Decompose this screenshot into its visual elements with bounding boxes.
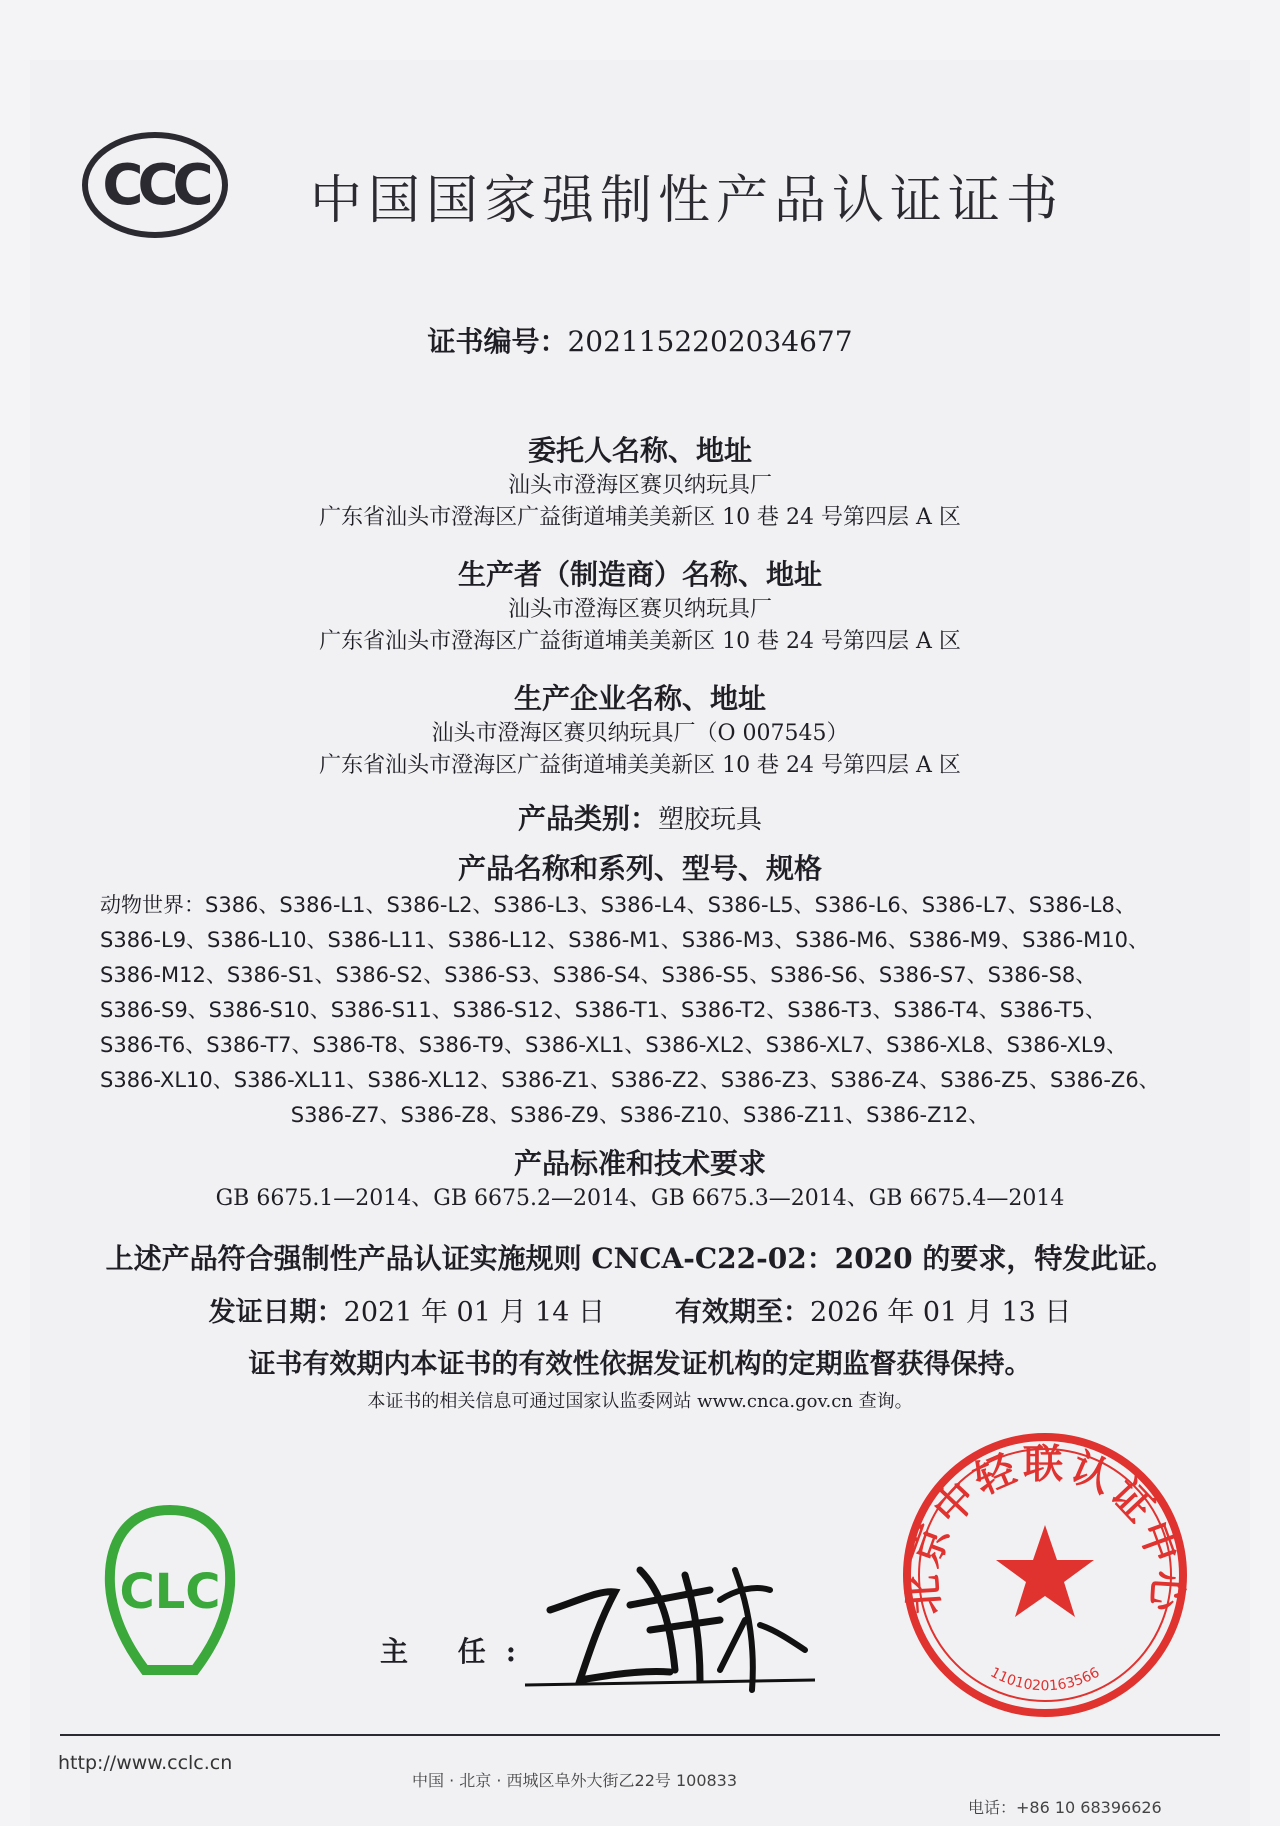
- certificate-dates: [0, 1290, 1280, 1329]
- ccc-mark-logo: [80, 130, 230, 240]
- standards-heading: 产品标准和技术要求: [513, 1147, 766, 1180]
- factory-name: 汕头市澄海区赛贝纳玩具厂（O 007545）: [431, 721, 849, 746]
- applicant-heading: 委托人名称、地址: [527, 434, 752, 467]
- svg-text:CLC: CLC: [119, 1564, 221, 1620]
- certificate-title: 中国国家强制性产品认证证书: [310, 171, 1065, 231]
- footer-address: 中国 · 北京 · 西城区阜外大街乙22号 100833: [412, 1771, 738, 1790]
- certificate-number-value: 2021152202034677: [567, 325, 853, 358]
- factory-address: 广东省汕头市澄海区广益街道埔美美新区 10 巷 24 号第四层 A 区: [319, 753, 961, 778]
- svg-text:CCC: CCC: [102, 153, 208, 218]
- clc-logo: [100, 1500, 240, 1690]
- certificate-number-label: 证书编号：: [427, 325, 568, 358]
- product-models-line: S386-L9、S386-L10、S386-L11、S386-L12、S386-M1、S386-M3、S386-M6、S386-M9、S386-M10、: [100, 928, 1149, 952]
- footer-phone: 电话：+86 10 68396626: [968, 1798, 1162, 1817]
- validity-note: 证书有效期内本证书的有效性依据发证机构的定期监督获得保持。: [248, 1349, 1032, 1380]
- footer-divider: [60, 1734, 1220, 1736]
- manufacturer-address: 广东省汕头市澄海区广益街道埔美美新区 10 巷 24 号第四层 A 区: [319, 629, 961, 654]
- factory-heading: 生产企业名称、地址: [513, 682, 766, 715]
- info-note: 本证书的相关信息可通过国家认监委网站 www.cnca.gov.cn 查询。: [367, 1391, 913, 1412]
- standards-section: [0, 1145, 1280, 1215]
- svg-text:1101020163566: 1101020163566: [987, 1664, 1103, 1695]
- product-models-line: 动物世界：S386、S386-L1、S386-L2、S386-L3、S386-L4、S386-L5、S386-L6、S386-L7、S386-L8、: [100, 893, 1136, 917]
- product-models-line: S386-M12、S386-S1、S386-S2、S386-S3、S386-S4、S386-S5、S386-S6、S386-S7、S386-S8、: [100, 963, 1097, 987]
- certificate-number: [0, 320, 1280, 360]
- svg-text:北京中轻联认证中心: 北京中轻联认证中心: [900, 1441, 1190, 1617]
- manufacturer-section: [0, 556, 1280, 658]
- factory-section: [0, 680, 1280, 782]
- compliance-declaration: 上述产品符合强制性产品认证实施规则 CNCA-C22-02：2020 的要求，特发此证。: [105, 1242, 1175, 1275]
- manufacturer-name: 汕头市澄海区赛贝纳玩具厂: [507, 597, 772, 622]
- handwritten-signature: [520, 1530, 820, 1700]
- product-models-list: [100, 888, 1180, 1133]
- manufacturer-heading: 生产者（制造商）名称、地址: [457, 558, 822, 591]
- expiry-date-label: 有效期至：: [675, 1297, 810, 1328]
- expiry-date-value: 2026 年 01 月 13 日: [810, 1297, 1072, 1328]
- product-models-line: S386-XL10、S386-XL11、S386-XL12、S386-Z1、S386-Z2、S386-Z3、S386-Z4、S386-Z5、S386-Z6、: [100, 1068, 1160, 1092]
- footer-url: http://www.cclc.cn: [58, 1752, 233, 1774]
- product-models-line: S386-Z7、S386-Z8、S386-Z9、S386-Z10、S386-Z11、S386-Z12、: [290, 1103, 990, 1127]
- issue-date-label: 发证日期：: [208, 1297, 344, 1328]
- chief-label: 主 任:: [380, 1635, 537, 1668]
- issue-date-value: 2021 年 01 月 14 日: [343, 1297, 605, 1328]
- products-section: [0, 850, 1280, 888]
- product-models-line: S386-S9、S386-S10、S386-S11、S386-S12、S386-T1、S386-T2、S386-T3、S386-T4、S386-T5、: [100, 998, 1107, 1022]
- product-category-value: 塑胶玩具: [658, 805, 763, 835]
- official-red-seal: [900, 1430, 1190, 1720]
- products-heading: 产品名称和系列、型号、规格: [457, 852, 822, 885]
- applicant-name: 汕头市澄海区赛贝纳玩具厂: [507, 473, 772, 498]
- standards-value: GB 6675.1—2014、GB 6675.2—2014、GB 6675.3—2014、GB 6675.4—2014: [215, 1186, 1065, 1211]
- applicant-section: [0, 432, 1280, 534]
- product-category-label: 产品类别：: [517, 802, 658, 835]
- product-models-line: S386-T6、S386-T7、S386-T8、S386-T9、S386-XL1、S386-XL2、S386-XL7、S386-XL8、S386-XL9、: [100, 1033, 1127, 1057]
- product-category: [0, 800, 1280, 838]
- applicant-address: 广东省汕头市澄海区广益街道埔美美新区 10 巷 24 号第四层 A 区: [319, 505, 961, 530]
